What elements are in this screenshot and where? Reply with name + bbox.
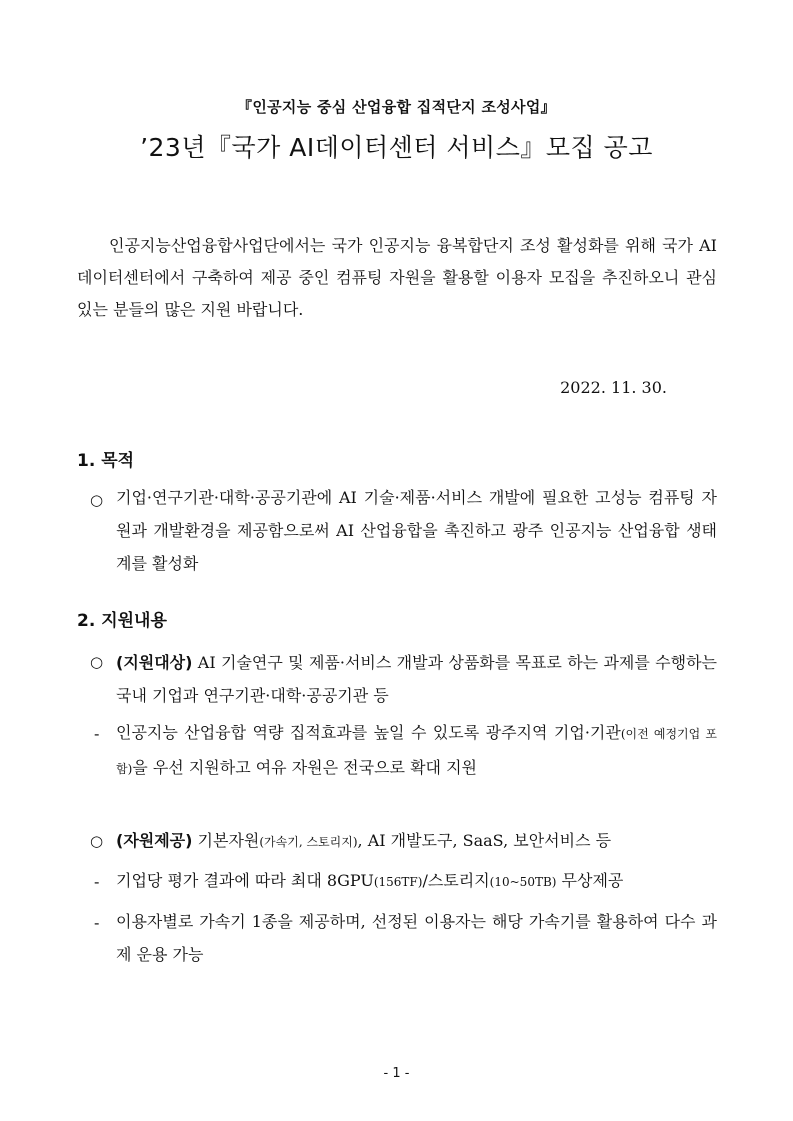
accelerator-usage-item: 이용자별로 가속기 1종을 제공하며, 선정된 이용자는 해당 가속기를 활용하여 다수 과제 운용 가능 — [116, 912, 717, 964]
announcement-date: 2022. 11. 30. — [560, 378, 667, 397]
circle-bullet: ○ — [90, 832, 104, 850]
dash-bullet: - — [94, 872, 100, 891]
resource-provision-text: 기본자원 — [192, 831, 260, 850]
project-subtitle: 『인공지능 중심 산업융합 집적단지 조성사업』 — [237, 98, 556, 116]
support-target-text: AI 기술연구 및 제품·서비스 개발과 상품화를 목표로 하는 과제를 수행하는 국내 기업과 연구기관·대학·공공기관 등 — [116, 653, 717, 705]
regional-priority-text-rest: 을 우선 지원하고 여유 자원은 전국으로 확대 지원 — [132, 758, 478, 777]
section-heading-purpose: 1. 목적 — [77, 451, 135, 471]
circle-bullet: ○ — [90, 653, 104, 671]
resource-provision-item — [116, 824, 736, 859]
page-title: ’23년『국가 AI데이터센터 서비스』모집 공고 — [140, 133, 653, 162]
regional-priority-item — [116, 716, 717, 786]
regional-priority-text: 인공지능 산업융합 역량 집적효과를 높일 수 있도록 광주지역 기업·기관 — [116, 723, 621, 742]
free-provision-text: 무상제공 — [556, 871, 624, 890]
gpu-tflops-note: (156TF) — [373, 875, 423, 889]
storage-size-note: (10~50TB) — [489, 875, 557, 889]
dash-bullet: - — [94, 724, 100, 743]
regional-priority-note: (이전 예정기업 포함) — [116, 727, 717, 776]
dash-bullet: - — [94, 913, 100, 932]
circle-bullet: ○ — [90, 491, 104, 509]
resource-provision-label: (자원제공) — [116, 831, 193, 850]
resource-provision-note: (가속기, 스토리지) — [259, 835, 358, 849]
gpu-allocation-text: 기업당 평가 결과에 따라 최대 8GPU — [116, 871, 374, 890]
purpose-text: 기업·연구기관·대학·공공기관에 AI 기술·제품·서비스 개발에 필요한 고성능 컴퓨팅 자원과 개발환경을 제공함으로써 AI 산업융합을 촉진하고 광주 인공지능 산업융합 생태계를 활성화 — [116, 488, 717, 573]
support-target-label: (지원대상) — [116, 653, 193, 672]
intro-paragraph: 인공지능산업융합사업단에서는 국가 인공지능 융복합단지 조성 활성화를 위해 국가 AI데이터센터에서 구축하여 제공 중인 컴퓨팅 자원을 활용할 이용자 모집을 추진하오니 관심 있는 분들의 많은 지원 바랍니다. — [77, 236, 717, 319]
section-heading-support: 2. 지원내용 — [77, 611, 167, 631]
resource-provision-text-rest: , AI 개발도구, SaaS, 보안서비스 등 — [357, 831, 612, 850]
gpu-allocation-item — [116, 864, 736, 899]
page-number: - 1 - — [383, 1066, 410, 1081]
storage-text: /스토리지 — [422, 871, 490, 890]
support-target-item — [116, 646, 717, 712]
